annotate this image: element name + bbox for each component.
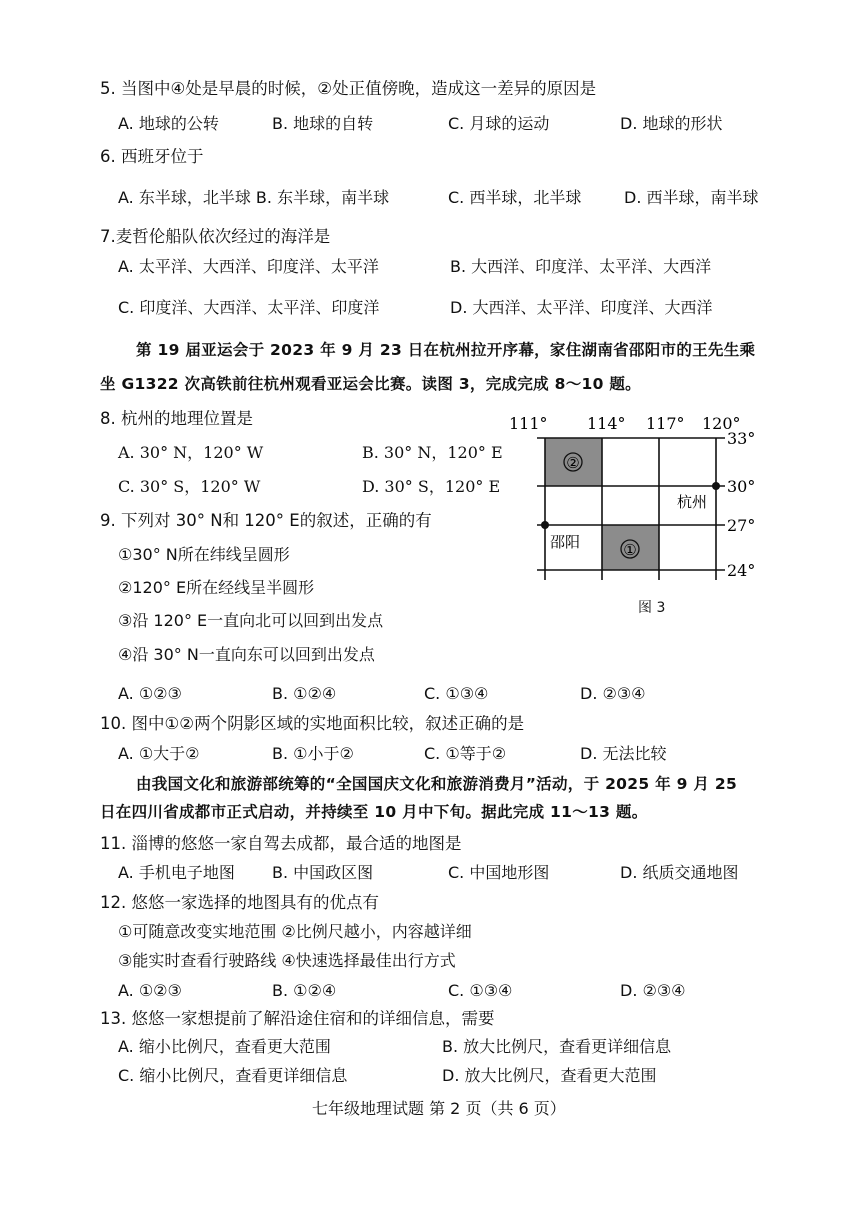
q8-option-a: A. 30° N，120° W — [118, 443, 264, 462]
page-footer: 七年级地理试题 第 2 页（共 6 页） — [312, 1099, 566, 1118]
lon-label-117: 117° — [646, 414, 685, 433]
q8-option-c: C. 30° S，120° W — [118, 477, 261, 496]
q9-option-b: B. ①②④ — [272, 684, 337, 703]
q9-option-c: C. ①③④ — [424, 684, 489, 703]
q13-option-b: B. 放大比例尺，查看更详细信息 — [442, 1037, 672, 1056]
q13-option-a: A. 缩小比例尺，查看更大范围 — [118, 1037, 331, 1056]
region-1-label: ① — [623, 541, 637, 559]
lat-label-27: 27° — [727, 516, 756, 535]
shaoyang-label: 邵阳 — [550, 533, 581, 551]
q9-statement-4: ④沿 30° N一直向东可以回到出发点 — [118, 645, 375, 664]
lat-label-24: 24° — [727, 561, 756, 580]
q12-option-b: B. ①②④ — [272, 981, 337, 1000]
q9-stem: 9. 下列对 30° N和 120° E的叙述，正确的有 — [100, 511, 432, 530]
lon-label-111: 111° — [509, 414, 548, 433]
q5-option-c: C. 月球的运动 — [448, 114, 550, 133]
q5-option-b: B. 地球的自转 — [272, 114, 374, 133]
q11-option-a: A. 手机电子地图 — [118, 863, 235, 882]
q13-option-d: D. 放大比例尺，查看更大范围 — [442, 1066, 657, 1085]
q5-option-d: D. 地球的形状 — [620, 114, 723, 133]
q6-stem: 6. 西班牙位于 — [100, 147, 204, 166]
lat-label-30: 30° — [727, 477, 756, 496]
hangzhou-label: 杭州 — [677, 493, 708, 511]
q10-stem: 10. 图中①②两个阴影区域的实地面积比较，叙述正确的是 — [100, 714, 525, 733]
q6-option-ab: A. 东半球，北半球 B. 东半球，南半球 — [118, 188, 390, 207]
q9-statement-2: ②120° E所在经线呈半圆形 — [118, 578, 315, 597]
intro-paragraph-line-2: 坐 G1322 次高铁前往杭州观看亚运会比赛。读图 3，完成完成 8～10 题。 — [100, 375, 641, 393]
q5-option-a: A. 地球的公转 — [118, 114, 219, 133]
q8-option-b: B. 30° N，120° E — [362, 443, 503, 462]
q6-option-c: C. 西半球，北半球 — [448, 188, 582, 207]
q7-option-c: C. 印度洋、大西洋、太平洋、印度洋 — [118, 298, 380, 317]
q12-option-c: C. ①③④ — [448, 981, 513, 1000]
q10-option-c: C. ①等于② — [424, 744, 507, 763]
q9-statement-3: ③沿 120° E一直向北可以回到出发点 — [118, 611, 384, 630]
region-2-label: ② — [566, 454, 580, 472]
q8-option-d: D. 30° S，120° E — [362, 477, 501, 496]
lon-label-114: 114° — [587, 414, 626, 433]
q13-option-c: C. 缩小比例尺，查看更详细信息 — [118, 1066, 348, 1085]
q11-option-b: B. 中国政区图 — [272, 863, 374, 882]
q7-stem: 7.麦哲伦船队依次经过的海洋是 — [100, 227, 331, 246]
q7-option-b: B. 大西洋、印度洋、太平洋、大西洋 — [450, 257, 712, 276]
q7-option-a: A. 太平洋、大西洋、印度洋、太平洋 — [118, 257, 379, 276]
lat-label-33: 33° — [727, 429, 756, 448]
q8-stem: 8. 杭州的地理位置是 — [100, 409, 253, 428]
q10-option-d: D. 无法比较 — [580, 744, 667, 763]
hangzhou-dot — [712, 482, 720, 490]
q11-stem: 11. 淄博的悠悠一家自驾去成都，最合适的地图是 — [100, 834, 462, 853]
intro2-paragraph-line-1: 由我国文化和旅游部统筹的“全国国庆文化和旅游消费月”活动，于 2025 年 9 月 25 — [136, 775, 738, 793]
figure-3-grid-map — [509, 408, 775, 618]
q13-stem: 13. 悠悠一家想提前了解沿途住宿和的详细信息，需要 — [100, 1009, 495, 1028]
q12-stem: 12. 悠悠一家选择的地图具有的优点有 — [100, 893, 379, 912]
q5-stem: 5. 当图中④处是早晨的时候，②处正值傍晚，造成这一差异的原因是 — [100, 79, 597, 98]
q12-option-d: D. ②③④ — [620, 981, 686, 1000]
lon-label-120: 120° — [702, 414, 741, 433]
q10-option-b: B. ①小于② — [272, 744, 354, 763]
q11-option-c: C. 中国地形图 — [448, 863, 550, 882]
q12-statements-3-4: ③能实时查看行驶路线 ④快速选择最佳出行方式 — [118, 951, 456, 970]
q6-option-d: D. 西半球，南半球 — [624, 188, 759, 207]
figure-caption: 图 3 — [638, 600, 666, 616]
shaoyang-dot — [541, 521, 549, 529]
q7-option-d: D. 大西洋、太平洋、印度洋、大西洋 — [450, 298, 713, 317]
q12-statements-1-2: ①可随意改变实地范围 ②比例尺越小，内容越详细 — [118, 922, 472, 941]
q12-option-a: A. ①②③ — [118, 981, 182, 1000]
intro-paragraph-line-1: 第 19 届亚运会于 2023 年 9 月 23 日在杭州拉开序幕，家住湖南省邵阳市的王先生乘 — [136, 341, 756, 359]
q9-statement-1: ①30° N所在纬线呈圆形 — [118, 545, 290, 564]
q9-option-d: D. ②③④ — [580, 684, 646, 703]
q10-option-a: A. ①大于② — [118, 744, 200, 763]
q9-option-a: A. ①②③ — [118, 684, 182, 703]
q11-option-d: D. 纸质交通地图 — [620, 863, 739, 882]
intro2-paragraph-line-2: 日在四川省成都市正式启动，并持续至 10 月中下旬。据此完成 11～13 题。 — [100, 803, 648, 821]
